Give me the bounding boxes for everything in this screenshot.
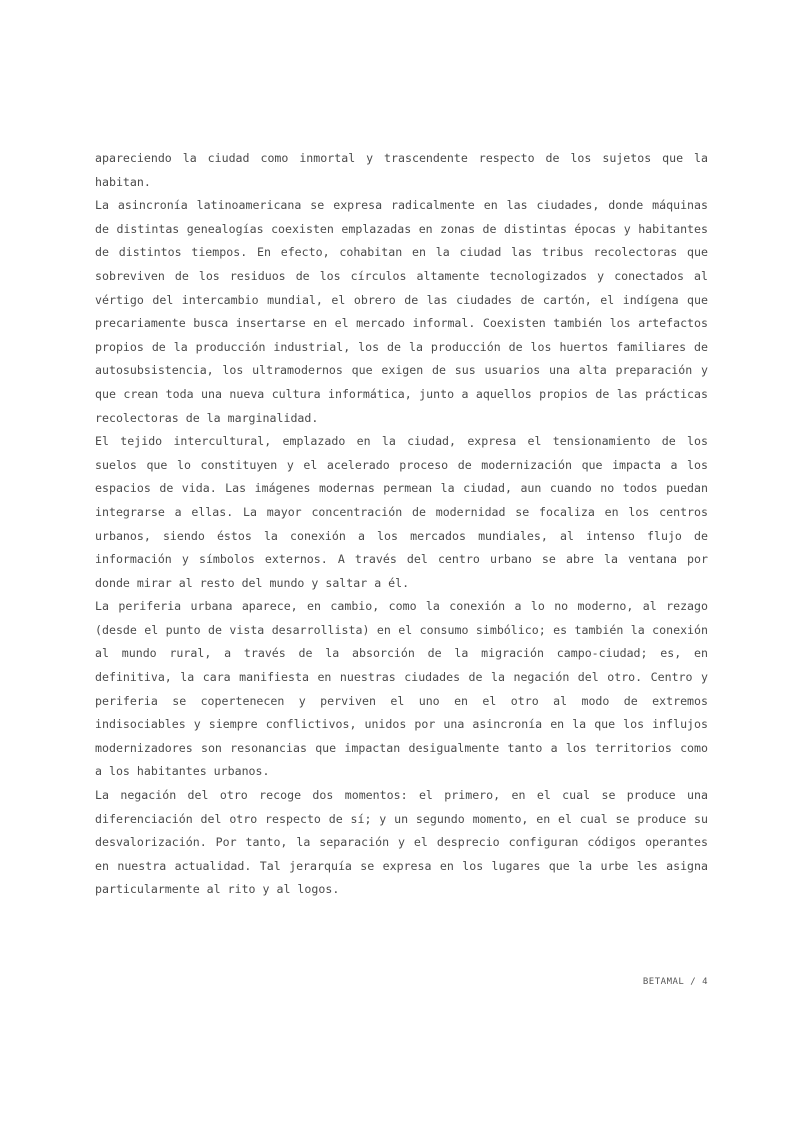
paragraph-2: La asincronía latinoamericana se expresa radicalmente en las ciudades, donde máquinas de distintas genealogías coexisten emplazadas en zonas de distintas épocas y habitantes de distintos tiempos. En efecto, cohabitan en la ciudad las tribus recolectoras que sobreviven de los residuos de los círculos altamente tecnologizados y conectados al vértigo del intercambio mundial, el obrero de las ciudades de cartón, el indígena que precariamente busca insertarse en el mercado informal. Coexisten también los artefactos propios de la producción industrial, los de la producción de los huertos familiares de autosubsistencia, los ultramodernos que exigen de sus usuarios una alta preparación y que crean toda una nueva cultura informática, junto a aquellos propios de las prácticas recolectoras de la marginalidad. xyxy=(95,198,708,425)
body-text xyxy=(95,147,708,902)
paragraph-1: apareciendo la ciudad como inmortal y trascendente respecto de los sujetos que la habitan. xyxy=(95,151,708,189)
paragraph-3: El tejido intercultural, emplazado en la ciudad, expresa el tensionamiento de los suelos que lo constituyen y el acelerado proceso de modernización que impacta a los espacios de vida. Las imágenes modernas permean la ciudad, aun cuando no todos puedan integrarse a ellas. La mayor concentración de modernidad se focaliza en los centros urbanos, siendo éstos la conexión a los mercados mundiales, al intenso flujo de información y símbolos externos. A través del centro urbano se abre la ventana por donde mirar al resto del mundo y saltar a él. xyxy=(95,434,708,590)
paragraph-4: La periferia urbana aparece, en cambio, como la conexión a lo no moderno, al rezago (desde el punto de vista desarrollista) en el consumo simbólico; es también la conexión al mundo rural, a través de la absorción de la migración campo-ciudad; es, en definitiva, la cara manifiesta en nuestras ciudades de la negación del otro. Centro y periferia se copertenecen y perviven el uno en el otro al modo de extremos indisociables y siempre conflictivos, unidos por una asincronía en la que los influjos modernizadores son resonancias que impactan desigualmente tanto a los territorios como a los habitantes urbanos. xyxy=(95,599,708,779)
page-footer: BETAMAL / 4 xyxy=(642,977,708,987)
paragraph-5: La negación del otro recoge dos momentos: el primero, en el cual se produce una diferenciación del otro respecto de sí; y un segundo momento, en el cual se produce su desvalorización. Por tanto, la separación y el desprecio configuran códigos operantes en nuestra actualidad. Tal jerarquía se expresa en los lugares que la urbe les asigna particularmente al rito y al logos. xyxy=(95,788,708,897)
